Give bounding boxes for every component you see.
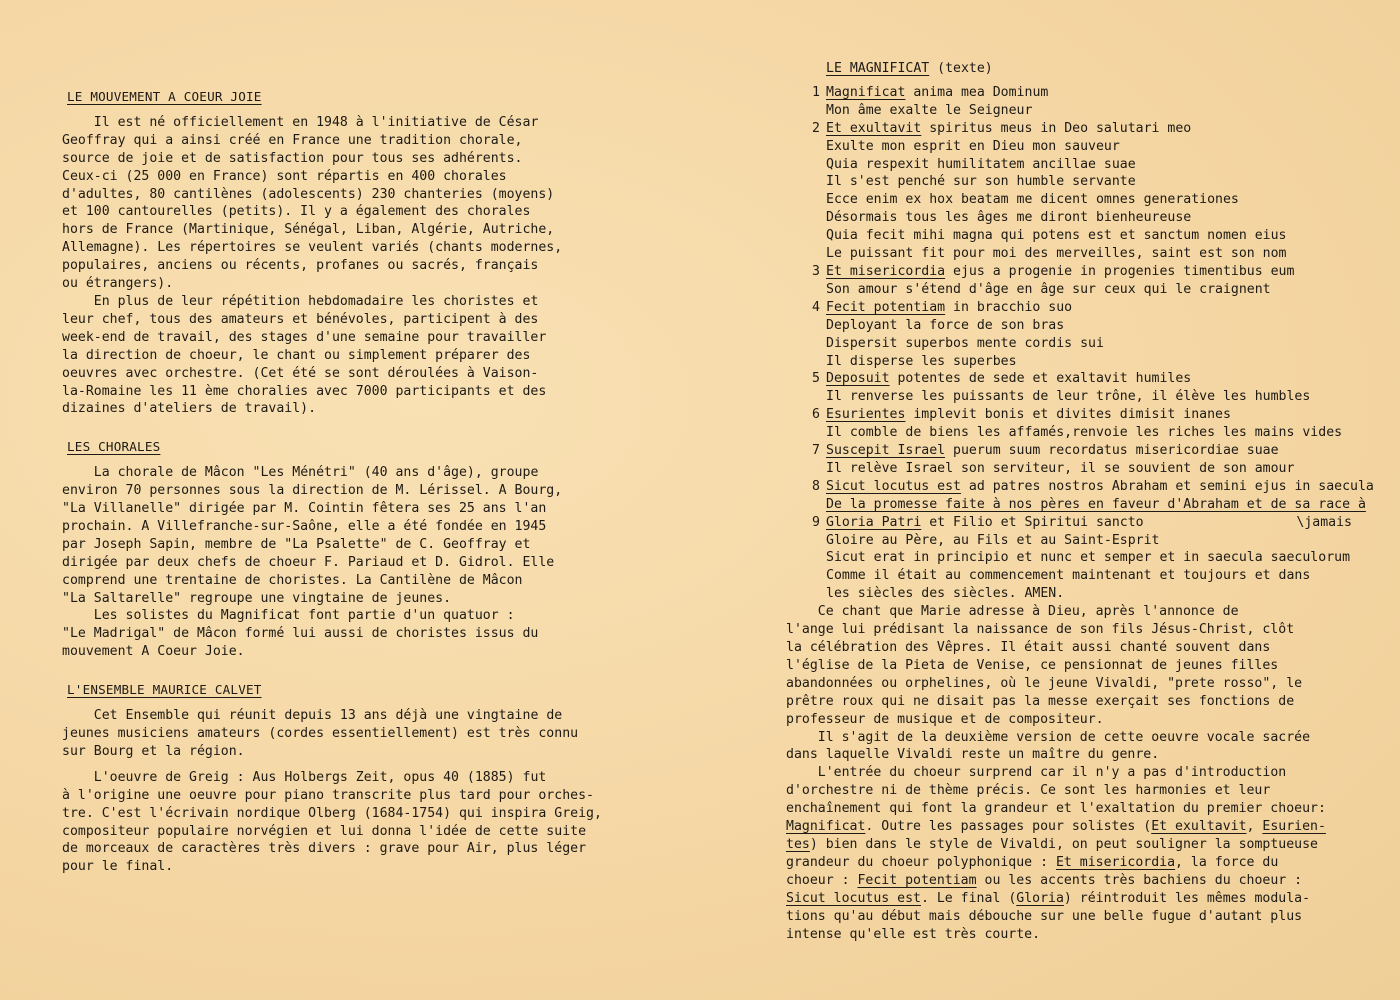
verse-2	[786, 120, 1366, 263]
verse-line: Quia fecit mihi magna qui potens est et sanctum nomen eius	[826, 228, 1287, 244]
verse-9	[786, 514, 1366, 604]
keyword-et-misericordia: Et misericordia	[1055, 854, 1176, 870]
c3-text-f: ou les accents très bachiens du choeur :	[984, 872, 1303, 888]
verse-line: Il comble de biens les affamés,renvoie les riches les mains vides	[826, 425, 1343, 441]
verse-line: Son amour s'étend d'âge en âge sur ceux qui le craignent	[826, 281, 1271, 297]
verse-line: Sicut erat in principio et nunc et semper et in saecula saeculorum	[826, 550, 1351, 566]
verse-line: Exulte mon esprit en Dieu mon sauveur	[826, 138, 1120, 154]
verse-line: De la promesse faite à nos pères en faveur d'Abraham et de sa race à	[826, 496, 1366, 512]
commentary-paragraph-1: Ce chant que Marie adresse à Dieu, après l'annonce de l'ange lui prédisant la naissance de son fils Jésus-Christ, clôt la célébration des Vêpres. Il était aussi chanté souvent dans l'église de la Pieta de Venise, ce pensionnat de jeunes filles abandonnées ou orphelines, où le jeune Vivaldi, "prete rosso", le prêtre roux qui ne disait pas la messe exerçait ses fonctions de professeur de musique et de compositeur.	[786, 604, 1303, 727]
verse-line: Dispersit superbos mente cordis sui	[826, 335, 1104, 351]
verse-latin-line	[826, 299, 1366, 317]
c3-text-g: . Le final (	[920, 890, 1017, 906]
paragraph-coeur-joie-1: Il est né officiellement en 1948 à l'initiative de César Geoffray qui a ainsi créé en France une tradition chorale, source de joie et de satisfaction pour tous ses adhérents. Ceux-ci (25 000 en France) sont répartis en 400 chorales d'adultes, 80 cantilènes (adolescents) 230 chanteries (moyens) et 100 cantourelles (petits). Il y a également des chorales hors de France (Martinique, Sénégal, Liban, Algérie, Autriche, Allemagne). Les répertoires se veulent variés (chants modernes, populaires, anciens ou récents, profanes ou sacrés, français ou étrangers).	[62, 114, 563, 292]
verse-incipit: Esurientes	[826, 407, 906, 423]
left-column	[62, 88, 622, 876]
verse-latin-line	[826, 84, 1366, 102]
verse-incipit: Fecit potentiam	[826, 299, 946, 315]
verse-latin-rest: puerum suum recordatus misericordiae suae	[945, 443, 1279, 459]
verse-line: Comme il était au commencement maintenant et toujours et dans	[826, 568, 1311, 584]
verse-incipit: Deposuit	[826, 371, 890, 387]
verse-incipit: Et misericordia	[826, 263, 946, 279]
verse-7	[786, 442, 1366, 478]
magnificat-verses	[786, 84, 1374, 603]
verse-line: Il relève Israel son serviteur, il se souvient de son amour	[826, 460, 1295, 476]
heading-chorales: LES CHORALES	[67, 439, 161, 455]
verse-line: Désormais tous les âges me diront bienheureuse	[826, 210, 1192, 226]
verse-line: Il renverse les puissants de leur trône, il élève les humbles	[826, 389, 1311, 405]
keyword-sicut-locutus-est: Sicut locutus est	[786, 890, 921, 906]
verse-latin-line	[826, 514, 1366, 532]
keyword-esurientes: Esurien- tes	[786, 819, 1326, 852]
verse-number: 9	[812, 514, 820, 530]
verse-1	[786, 84, 1366, 120]
paragraph-chorales-2: Les solistes du Magnificat font partie d'un quatuor : "Le Madrigal" de Mâcon formé lui aussi de choristes issus du mouvement A Coeur Joie.	[62, 608, 539, 660]
keyword-gloria: Gloria	[1016, 890, 1064, 906]
verse-number: 7	[812, 443, 820, 459]
verse-line: Le puissant fit pour moi des merveilles, saint est son nom	[826, 246, 1287, 262]
magnificat-title	[826, 60, 1366, 78]
verse-latin-rest: in bracchio suo	[945, 299, 1073, 315]
verse-line: Il s'est penché sur son humble servante	[826, 174, 1136, 190]
verse-line: Quia respexit humilitatem ancillae suae	[826, 156, 1136, 172]
c3-text-c: ,	[1246, 819, 1263, 835]
verse-4	[786, 299, 1366, 371]
verse-latin-rest: potentes de sede et exaltavit humiles	[889, 371, 1192, 387]
verse-latin-line	[826, 370, 1366, 388]
verse-incipit: Et exultavit	[826, 120, 922, 136]
commentary-paragraph-3	[786, 764, 1366, 943]
verse-incipit: Sicut locutus est	[826, 478, 961, 494]
verse-latin-line	[826, 120, 1366, 138]
verse-3	[786, 263, 1366, 299]
c3-text-e: , la force du choeur :	[786, 854, 1279, 888]
verse-5	[786, 370, 1366, 406]
verse-latin-line	[826, 263, 1366, 281]
verse-latin-rest: ejus a progenie in progenies timentibus eum	[945, 263, 1295, 279]
c3-text-d: ) bien dans le style de Vivaldi, on peut souligner la somptueuse grandeur du choeur polyphonique :	[786, 836, 1318, 870]
verse-line: Ecce enim ex hox beatam me dicent omnes generationes	[826, 192, 1239, 208]
keyword-fecit-potentiam: Fecit potentiam	[857, 872, 977, 888]
magnificat-title-suffix: (texte)	[929, 61, 993, 76]
c3-text-h: ) réintroduit les mêmes modula- tions qu'au début mais débouche sur une belle fugue d'autant plus intense qu'elle est très courte.	[786, 890, 1311, 942]
verse-number: 4	[812, 299, 820, 315]
verse-latin-rest: anima mea Dominum	[905, 84, 1049, 100]
verse-incipit: Gloria Patri	[826, 514, 922, 530]
verse-8	[786, 478, 1374, 514]
verse-line: Gloire au Père, au Fils et au Saint-Esprit	[826, 532, 1160, 548]
paragraph-ensemble-1: Cet Ensemble qui réunit depuis 13 ans déjà une vingtaine de jeunes musiciens amateurs (cordes essentiellement) est très connu sur Bourg et la région.	[62, 708, 579, 759]
verse-latin-rest: et Filio et Spiritui sancto	[921, 514, 1144, 530]
verse-latin-line	[826, 406, 1366, 424]
verse-latin-line	[826, 442, 1366, 460]
verse-number: 2	[812, 120, 820, 136]
keyword-magnificat: Magnificat	[786, 819, 866, 835]
verse-incipit: Magnificat	[826, 84, 906, 100]
verse-number: 6	[812, 407, 820, 423]
verse-incipit: Suscepit Israel	[826, 443, 946, 459]
verse-tail-note: \jamais	[1296, 514, 1352, 530]
verse-number: 1	[812, 84, 820, 100]
verse-number: 5	[812, 371, 820, 387]
c3-text-a: L'entrée du choeur surprend car il n'y a pas d'introduction d'orchestre ni de thème précis. Ce sont les harmonies et leur enchaînement qui font la grandeur et l'exaltation du premier choeur:	[786, 765, 1326, 817]
verse-latin-rest: implevit bonis et divites dimisit inanes	[905, 407, 1231, 423]
verse-line: Mon âme exalte le Seigneur	[826, 102, 1033, 118]
c3-text-b: . Outre les passages pour solistes (	[865, 819, 1152, 835]
verse-latin-rest: ad patres nostros Abraham et semini ejus in saecula	[960, 478, 1374, 494]
paragraph-ensemble-2: L'oeuvre de Greig : Aus Holbergs Zeit, opus 40 (1885) fut à l'origine une oeuvre pour piano transcrite plus tard pour orches- tre. C'est l'écrivain nordique Olberg (1684-1754) qui inspira Greig, compositeur populaire norvégien et lui donna l'idée de cette suite de morceaux de caractères très divers : grave pour Air, plus léger pour le final.	[62, 769, 602, 875]
keyword-et-exultavit: Et exultavit	[1151, 819, 1247, 835]
paragraph-coeur-joie-2: En plus de leur répétition hebdomadaire les choristes et leur chef, tous des amateurs et bénévoles, participent à des week-end de travail, des stages d'une semaine pour travailler la direction de choeur, le chant ou simplement préparer des oeuvres avec orchestre. (Cet été se sont déroulées à Vaison- la-Romaine les 11 ème choralies avec 7000 participants et des dizaines d'ateliers de travail).	[62, 293, 547, 417]
paragraph-chorales-1: La chorale de Mâcon "Les Ménétri" (40 ans d'âge), groupe environ 70 personnes sous la direction de M. Lérissel. A Bourg, "La Villanelle" dirigée par M. Cointin fêtera ses 25 ans l'an prochain. A Villefranche-sur-Saône, elle a été fondée en 1945 par Joseph Sapin, membre de "La Psalette" de C. Geoffray et dirigée par deux chefs de choeur F. Pariaud et D. Gidrol. Elle comprend une trentaine de choristes. La Cantilène de Mâcon "La Saltarelle" regroupe une vingtaine de jeunes.	[62, 465, 563, 606]
verse-line: les siècles des siècles. AMEN.	[826, 586, 1065, 602]
verse-line: Il disperse les superbes	[826, 353, 1017, 369]
right-column	[786, 60, 1374, 943]
verse-6	[786, 406, 1366, 442]
verse-line: Deployant la force de son bras	[826, 317, 1065, 333]
verse-latin-rest: spiritus meus in Deo salutari meo	[921, 120, 1192, 136]
verse-number: 8	[812, 478, 820, 494]
heading-ensemble: L'ENSEMBLE MAURICE CALVET	[67, 682, 262, 698]
verse-latin-line	[826, 478, 1374, 496]
heading-coeur-joie: LE MOUVEMENT A COEUR JOIE	[67, 89, 262, 104]
magnificat-title-text: LE MAGNIFICAT	[826, 61, 930, 76]
commentary-paragraph-2: Il s'agit de la deuxième version de cette oeuvre vocale sacrée dans laquelle Vivaldi reste un maître du genre.	[786, 729, 1311, 763]
verse-number: 3	[812, 263, 820, 279]
